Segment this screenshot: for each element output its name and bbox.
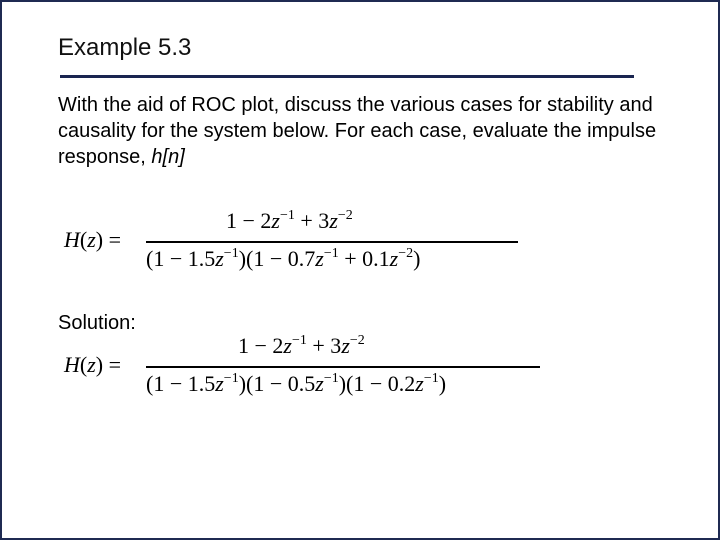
title-divider — [60, 75, 634, 78]
slide-title: Example 5.3 — [58, 34, 192, 61]
equation-1-numerator: $1 - 2z^{-1} + 3z^{-2}$ — [226, 208, 353, 233]
solution-label: Solution: — [58, 312, 136, 334]
equation-2-numerator: $1 - 2z^{-1} + 3z^{-2}$ — [238, 333, 365, 358]
equation-2-fraction-bar — [146, 366, 540, 368]
equation-2-lhs: H(z) = — [64, 352, 122, 377]
problem-text: With the aid of ROC plot, discuss the various cases for stability and causality for the system below. For each case, evaluate the impulse response, — [58, 94, 657, 168]
equation-1-lhs: H(z) = — [64, 227, 122, 252]
problem-statement — [58, 92, 678, 170]
equation-1-denominator: $(1 - 1.5z^{-1})(1 - 0.7z^{-1} + 0.1z^{-2})$ — [146, 246, 421, 271]
impulse-response-symbol: h[n] — [151, 146, 185, 168]
equation-1-fraction-bar — [146, 241, 518, 243]
equation-2-denominator: $(1 - 1.5z^{-1})(1 - 0.5z^{-1})(1 - 0.2z^{-1})$ — [146, 371, 447, 396]
